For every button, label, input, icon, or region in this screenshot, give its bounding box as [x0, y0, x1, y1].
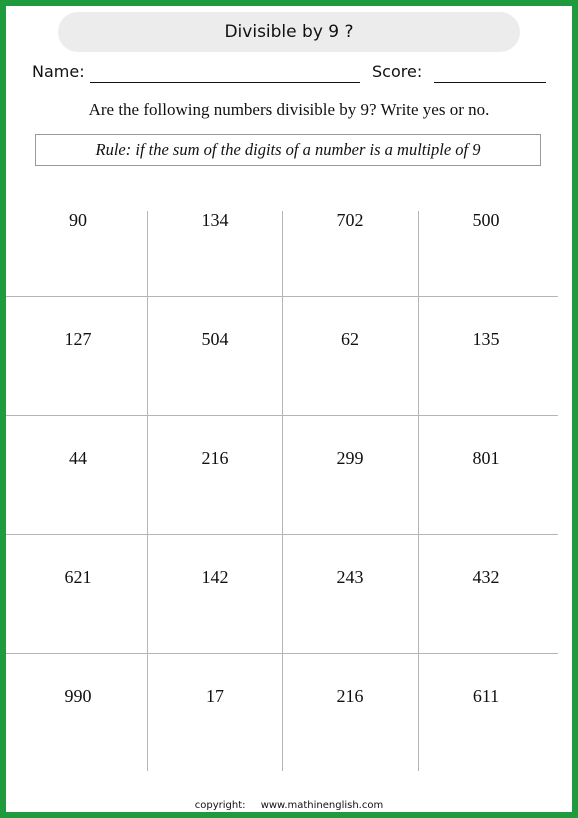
- number-cell: 44: [69, 448, 87, 468]
- number-cell: 990: [64, 686, 92, 706]
- name-label: Name:: [32, 62, 85, 81]
- score-blank[interactable]: [434, 82, 546, 83]
- number-cell: 500: [472, 210, 500, 230]
- number-cell: 90: [69, 210, 87, 230]
- grid-row-divider: [6, 415, 558, 416]
- number-cell: 17: [206, 686, 224, 706]
- grid-row-divider: [6, 653, 558, 654]
- number-cell: 127: [64, 329, 92, 349]
- website-link[interactable]: www.mathinenglish.com: [260, 800, 384, 811]
- number-cell: 142: [201, 567, 229, 587]
- number-cell: 801: [472, 448, 500, 468]
- footer: [6, 800, 572, 811]
- grid-row-divider: [6, 534, 558, 535]
- copyright-label: copyright:: [194, 800, 246, 811]
- number-cell: 504: [201, 329, 229, 349]
- number-cell: 216: [201, 448, 229, 468]
- worksheet-title: Divisible by 9 ?: [58, 12, 520, 52]
- rule-text: Rule: if the sum of the digits of a number is a multiple of 9: [95, 140, 481, 159]
- number-cell: 432: [472, 567, 500, 587]
- number-cell: 134: [201, 210, 229, 230]
- score-label: Score:: [372, 62, 423, 81]
- rule-box: [35, 134, 541, 166]
- number-cell: 611: [472, 686, 500, 706]
- name-score-row: [32, 62, 552, 88]
- number-cell: 62: [341, 329, 359, 349]
- grid-row-divider: [6, 296, 558, 297]
- number-cell: 621: [64, 567, 92, 587]
- number-cell: 702: [336, 210, 364, 230]
- number-cell: 216: [336, 686, 364, 706]
- name-blank[interactable]: [90, 82, 360, 83]
- number-cell: 135: [472, 329, 500, 349]
- worksheet: [6, 6, 572, 812]
- instructions-text: Are the following numbers divisible by 9? Write yes or no.: [88, 100, 490, 119]
- number-cell: 299: [336, 448, 364, 468]
- number-cell: 243: [336, 567, 364, 587]
